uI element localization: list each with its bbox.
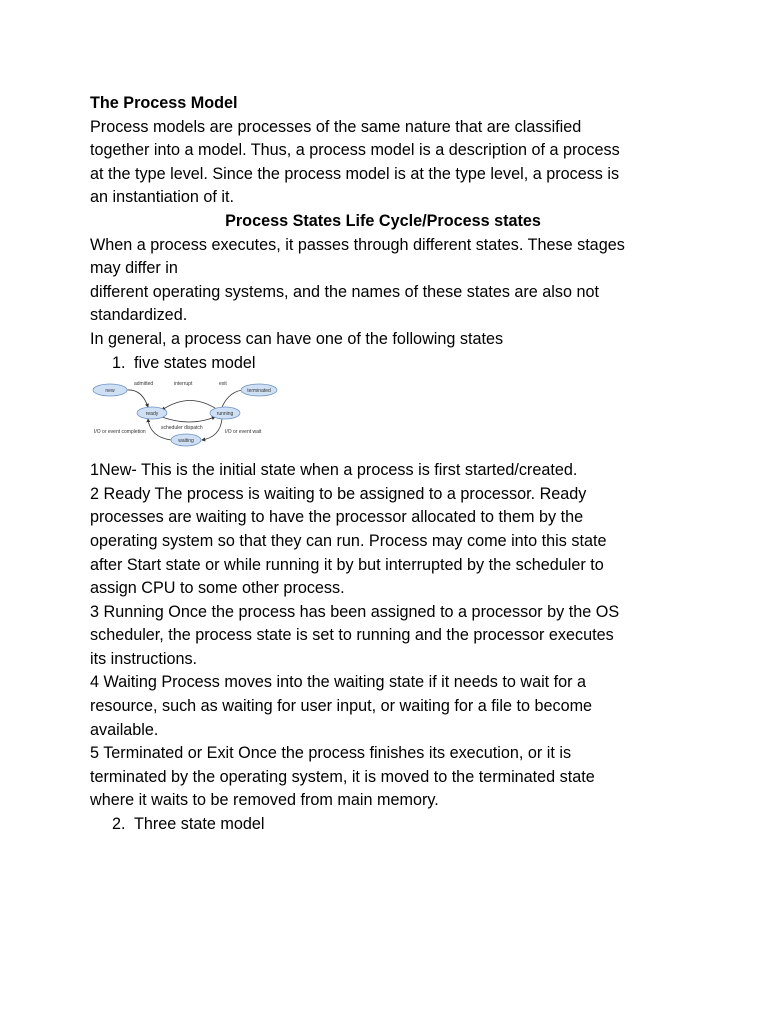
- transition-label-io-wait: I/O or event wait: [225, 429, 262, 436]
- description-line: its instructions.: [90, 649, 198, 668]
- description-line: terminated by the operating system, it is moved to the terminated state: [90, 767, 595, 786]
- state-diagram-svg: [90, 377, 280, 449]
- description-line: scheduler, the process state is set to running and the processor executes: [90, 626, 614, 645]
- states-intro-line: When a process executes, it passes through different states. These stages: [90, 235, 625, 254]
- states-intro-line: In general, a process can have one of the following states: [90, 329, 504, 348]
- transition-label-io-completion: I/O or event completion: [94, 429, 146, 436]
- intro-line: an instantiation of it.: [90, 188, 234, 207]
- states-intro-line: may differ in: [90, 259, 178, 278]
- document-title: The Process Model: [90, 94, 238, 112]
- description-line: after Start state or while running it by but interrupted by the scheduler to: [90, 555, 604, 574]
- list-item-three-states: [90, 813, 690, 837]
- list-label: five states model: [134, 353, 256, 372]
- description-line: available.: [90, 720, 159, 739]
- list-number: 1.: [112, 353, 126, 372]
- intro-paragraph: [90, 116, 690, 210]
- list-item-five-states: [90, 352, 690, 376]
- state-label-running: running: [216, 410, 234, 417]
- states-intro-paragraph: [90, 234, 690, 352]
- intro-line: at the type level. Since the process model is at the type level, a process is: [90, 164, 620, 183]
- intro-line: Process models are processes of the same nature that are classified: [90, 117, 582, 136]
- edge-admitted: [127, 390, 148, 407]
- edge-interrupt: [162, 401, 218, 411]
- process-state-diagram: [90, 377, 280, 449]
- edge-scheduler-dispatch: [162, 417, 215, 422]
- state-label-waiting: waiting: [178, 437, 194, 444]
- edge-exit: [222, 390, 245, 407]
- description-line: processes are waiting to have the processor allocated to them by the: [90, 508, 584, 527]
- description-line: 5 Terminated or Exit Once the process finishes its execution, or it is: [90, 744, 572, 763]
- state-label-ready: ready: [145, 410, 159, 417]
- description-line: 2 Ready The process is waiting to be assigned to a processor. Ready: [90, 484, 587, 503]
- states-intro-line: standardized.: [90, 306, 188, 325]
- list-label: Three state model: [134, 815, 265, 834]
- transition-label-exit: exit: [219, 381, 227, 388]
- description-line: 4 Waiting Process moves into the waiting state if it needs to wait for a: [90, 673, 587, 692]
- description-line: assign CPU to some other process.: [90, 579, 345, 598]
- edge-io-wait: [202, 419, 222, 440]
- description-line: 1New- This is the initial state when a process is first started/created.: [90, 461, 578, 480]
- description-line: operating system so that they can run. Process may come into this state: [90, 531, 607, 550]
- description-line: resource, such as waiting for user input, or waiting for a file to become: [90, 697, 593, 716]
- document-page: [90, 92, 690, 837]
- states-intro-line: different operating systems, and the names of these states are also not: [90, 282, 600, 301]
- section-heading: Process States Life Cycle/Process states: [225, 211, 541, 230]
- description-line: 3 Running Once the process has been assigned to a processor by the OS: [90, 602, 620, 621]
- spacer: [90, 449, 690, 459]
- list-number: 2.: [112, 815, 126, 834]
- transition-label-admitted: admitted: [134, 381, 154, 388]
- state-label-new: new: [105, 387, 115, 394]
- transition-label-scheduler-dispatch: scheduler dispatch: [161, 425, 203, 432]
- transition-label-interrupt: interrupt: [174, 381, 193, 388]
- description-paragraph: [90, 459, 690, 813]
- intro-line: together into a model. Thus, a process model is a description of a process: [90, 141, 620, 160]
- state-label-terminated: terminated: [247, 387, 271, 394]
- description-line: where it waits to be removed from main memory.: [90, 791, 439, 810]
